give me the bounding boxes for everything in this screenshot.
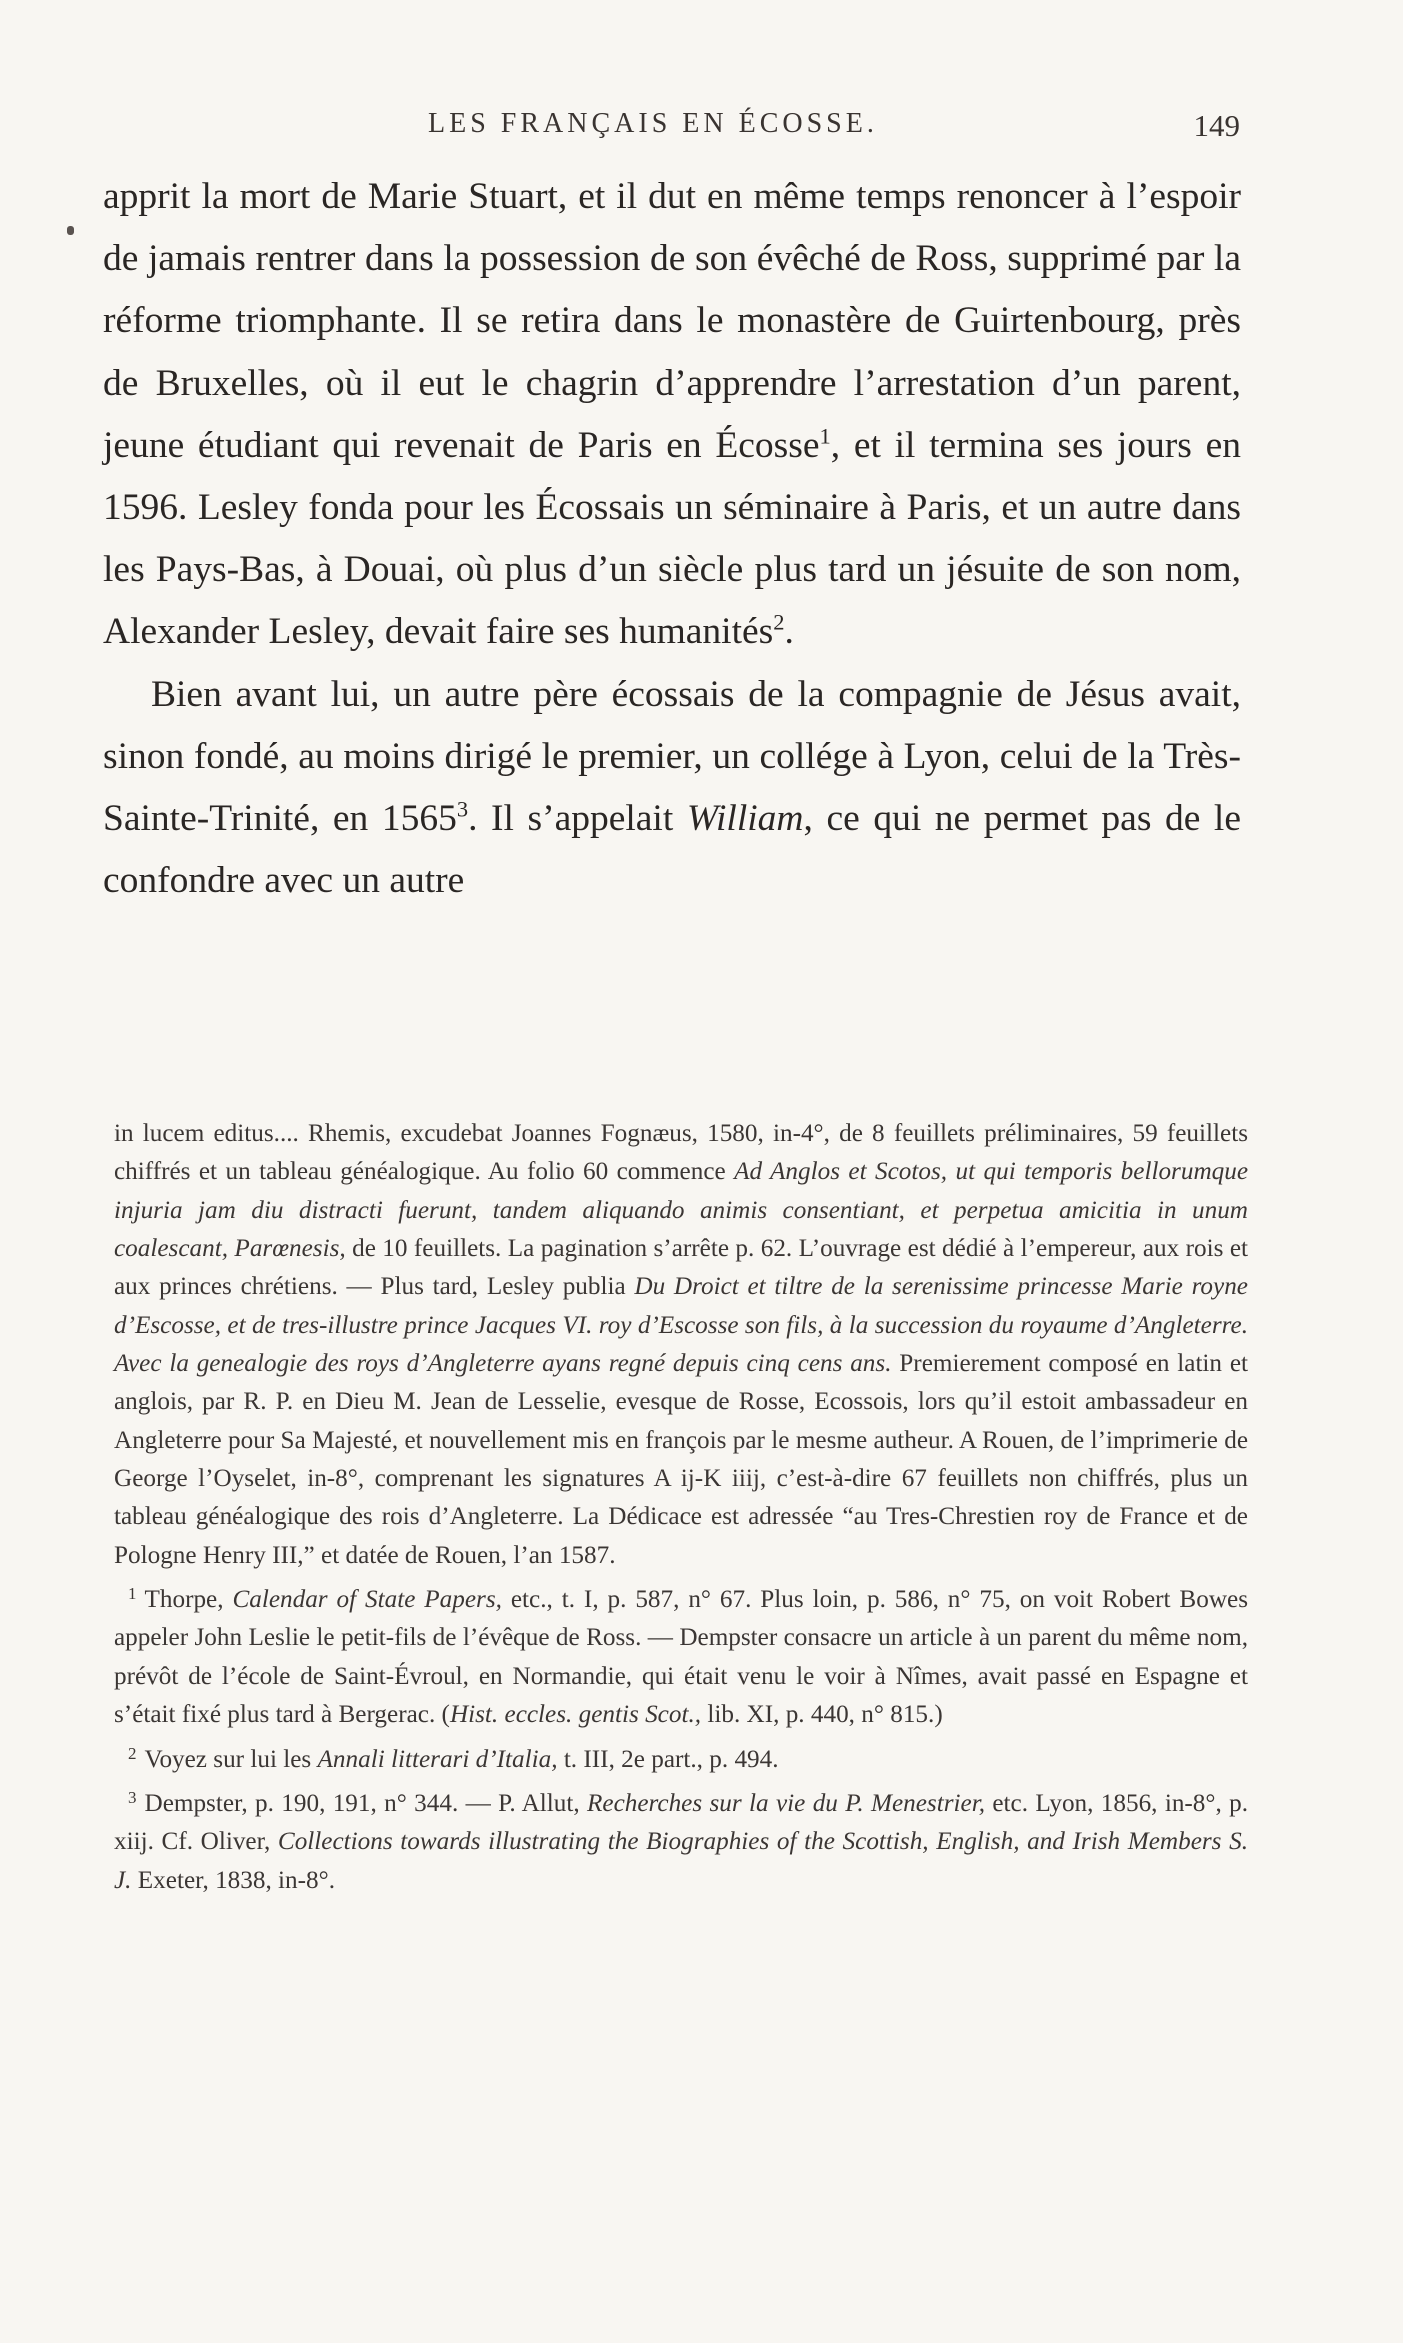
footnote-3 [114,1779,1248,1900]
footnote-2-text-b: t. III, 2e part., p. 494. [557,1745,779,1773]
footnote-3-italic-2: Collections towards illustrating the Biographies of the Scottish, English, and Irish Members S. J. [114,1828,1248,1894]
footnote-ref-2[interactable]: 2 [773,609,785,635]
footnote-2-number: 2 [128,1743,137,1763]
paragraph-1 [103,166,1241,664]
paragraph-2-text-a: Bien avant lui, un autre père écossais de la compagnie de Jésus avait, sinon fondé, au moins dirigé le premier, un collége à Lyon, celui de la Très-Sainte-Trinité, en 1565 [103,673,1241,840]
margin-ink-mark [67,226,74,235]
note-cont-italic-1: Ad Anglos et Scotos, ut qui temporis bellorumque injuria jam diu distracti fuerunt, tandem aliquando animis consentiant, et perpetua amicitia in unum coalescant, Parœnesis, [114,1158,1248,1263]
footnote-3-text-c: Exeter, 1838, in-8°. [131,1866,336,1894]
footnote-3-number: 3 [128,1787,137,1807]
paragraph-2 [103,664,1241,913]
footnote-2-italic-1: Annali litterari d’Italia, [317,1745,558,1773]
note-cont-text-c: Premierement composé en latin et anglois, par R. P. en Dieu M. Jean de Lesselie, evesque de Rosse, Ecossois, lors qu’il estoit ambassadeur en Angleterre pour Sa Majesté, et nouvellement mis en françois par le mesme autheur. A Rouen, de l’imprimerie de George l’Oyselet, in-8°, comprenant les signatures A ij-K iiij, c’est-à-dire 67 feuillets non chiffrés, plus un tableau généalogique des rois d’Angleterre. La Dédicace est adressée “au Tres-Chrestien roy de France et de Pologne Henry III,” et datée de Rouen, l’an 1587. [114,1350,1248,1569]
footnote-1-number: 1 [128,1584,137,1604]
footnote-ref-1[interactable]: 1 [819,423,831,449]
paragraph-2-name: William [686,798,804,840]
paragraph-2-text-b: . Il s’appelait [468,798,687,840]
footnote-1-italic-1: Calendar of State Papers, [232,1586,502,1614]
footnote-3-text-b: etc. Lyon, 1856, in-8°, p. xiij. Cf. Oliver, [114,1789,1248,1856]
footnote-2 [114,1735,1248,1779]
paragraph-1-text-a: apprit la mort de Marie Stuart, et il dut en même temps renoncer à l’espoir de jamais rentrer dans la possession de son évêché de Ross, supprimé par la réforme triomphante. Il se retira dans le monastère de Guirtenbourg, près de Bruxelles, où il eut le chagrin d’apprendre l’arrestation d’un parent, jeune étudiant qui revenait de Paris en Écosse [103,176,1241,466]
running-head [0,108,1403,152]
footnote-3-italic-1: Recherches sur la vie du P. Menestrier, [587,1789,986,1817]
footnote-1-text-b: etc., t. I, p. 587, n° 67. Plus loin, p. 586, n° 75, on voit Robert Bowes appeler John Leslie le petit-fils de l’évêque de Ross. — Dempster consacre un article à un parent du même nom, prévôt de l’école de Saint-Évroul, en Normandie, qui était venu le voir à Nîmes, avait passé en Espagne et s’était fixé plus tard à Bergerac. ( [114,1586,1248,1729]
note-cont-text-b: de 10 feuillets. La pagination s’arrête p. 62. L’ouvrage est dédié à l’empereur, aux rois et aux princes chrétiens. — Plus tard, Lesley publia [114,1235,1248,1301]
footnote-1 [114,1575,1248,1734]
footnote-2-text-a: Voyez sur lui les [144,1745,318,1773]
footnote-continuation [114,1115,1248,1575]
running-title: LES FRANÇAIS EN ÉCOSSE. [428,108,878,139]
footnote-ref-3[interactable]: 3 [456,796,469,822]
note-cont-text-a: in lucem editus.... Rhemis, excudebat Joannes Fognæus, 1580, in-4°, de 8 feuillets préliminaires, 59 feuillets chiffrés et un tableau généalogique. Au folio 60 commence [114,1120,1248,1186]
paragraph-1-text-c: . [784,611,794,653]
footnote-1-text-c: lib. XI, p. 440, n° 815.) [701,1701,943,1729]
paragraph-2-text-c: , ce qui ne permet pas de le confondre avec un autre [103,798,1241,902]
footnote-1-text-a: Thorpe, [144,1586,233,1614]
footnotes [114,1115,1248,1900]
note-cont-italic-2: Du Droict et tiltre de la serenissime princesse Marie royne d’Escosse, et de tres-illustre prince Jacques VI. roy d’Escosse son fils, à la succession du royaume d’Angleterre. Avec la genealogie des roys d’Angleterre ayans regné depuis cinq cens ans. [114,1273,1248,1378]
paragraph-1-text-b: , et il termina ses jours en 1596. Lesley fonda pour les Écossais un séminaire à Paris, et un autre dans les Pays-Bas, à Douai, où plus d’un siècle plus tard un jésuite de son nom, Alexander Lesley, devait faire ses humanités [103,424,1241,653]
footnote-3-text-a: Dempster, p. 190, 191, n° 344. — P. Allut, [144,1789,588,1817]
footnote-1-italic-2: Hist. eccles. gentis Scot., [449,1701,702,1729]
page-number: 149 [1193,108,1240,143]
main-text [103,166,1241,912]
